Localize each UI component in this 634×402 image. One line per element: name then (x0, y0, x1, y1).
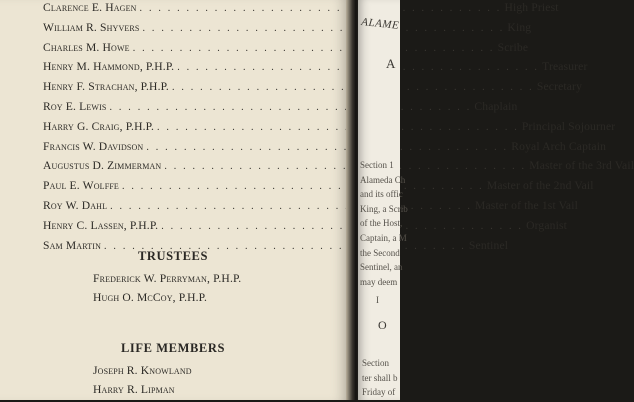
life-member-name: Joseph R. Knowland (93, 364, 192, 377)
officer-row (43, 1, 559, 21)
officer-name: William R. Shyvers (43, 20, 140, 34)
trustee-name: Hugh O. McCoy, P.H.P. (93, 291, 208, 304)
dot-leader (143, 142, 511, 153)
officer-name: Augustus D. Zimmerman (43, 159, 162, 173)
right-page-heading: ALAME (360, 16, 400, 32)
life-member-name: Harry R. Lipman (93, 383, 175, 396)
officer-name: Roy W. Dahl (43, 198, 108, 212)
right-page-letter-o: O (378, 318, 387, 332)
officer-role: Sentinel (468, 238, 509, 252)
dot-leader (154, 122, 522, 133)
text-line: the Second (360, 247, 400, 258)
officer-row (43, 80, 583, 100)
text-line: of the Host, (360, 218, 403, 229)
text-line: Alameda Ch (360, 174, 406, 185)
right-page-bottom-text (362, 358, 398, 402)
right-page (358, 0, 408, 400)
dot-leader (107, 102, 475, 113)
officer-name: Harry G. Craig, P.H.P. (43, 119, 155, 133)
dot-leader (137, 3, 505, 14)
dot-leader (140, 23, 508, 34)
dot-leader (119, 181, 487, 192)
officer-role: Treasurer (542, 60, 588, 74)
officer-role: King (507, 20, 532, 34)
officer-name: Sam Martin (43, 238, 102, 252)
right-page-fragment: I (376, 295, 379, 305)
life-members-list (93, 364, 192, 402)
text-line: ter shall b (362, 372, 398, 383)
officer-name: Francis W. Davidson (43, 139, 144, 153)
officer-role: Royal Arch Captain (511, 139, 607, 153)
officer-name: Charles M. Howe (43, 40, 130, 54)
officer-name: Henry F. Strachan, P.H.P. (43, 80, 169, 94)
text-line: Captain, a M (360, 232, 407, 243)
officer-role: Master of the 1st Vail (475, 198, 578, 212)
dot-leader (158, 221, 526, 232)
officer-name: Henry C. Lassen, P.H.P. (43, 218, 159, 232)
officer-name: Henry M. Hammond, P.H.P. (43, 60, 175, 74)
officer-role: Principal Sojourner (521, 119, 616, 133)
officer-row (43, 99, 518, 120)
officer-name: Clarence E. Hagen (43, 1, 137, 14)
officer-row (43, 60, 588, 80)
text-line: Friday of (362, 387, 396, 398)
officer-role: Master of the 3rd Vail (529, 159, 634, 173)
officer-row (43, 40, 529, 61)
text-line: Section 1 (360, 160, 394, 170)
text-line: may deem (360, 276, 398, 287)
right-page-letter: A (386, 56, 396, 71)
dot-leader (130, 43, 498, 54)
officer-name: Paul E. Wolffe (43, 179, 119, 193)
trustee-name: Frederick W. Perryman, P.H.P. (93, 272, 242, 285)
text-line: King, a Scrib (360, 203, 408, 214)
officer-row (43, 119, 616, 140)
officer-role: Master of the 2nd Vail (486, 179, 594, 193)
text-line: Section (362, 358, 389, 368)
officer-role: Chaplain (474, 99, 518, 113)
trustees-list (93, 272, 241, 310)
officer-name: Roy E. Lewis (43, 99, 107, 113)
text-line: Sentinel, an (360, 262, 403, 273)
text-line: and its offic (360, 189, 403, 200)
officer-role: Scribe (497, 40, 529, 54)
officer-role: Secretary (536, 80, 583, 94)
trustees-heading: TRUSTEES (137, 249, 209, 263)
officer-row (43, 139, 607, 160)
life-members-heading: LIFE MEMBERS (120, 341, 226, 355)
officer-role: High Priest (504, 1, 559, 14)
officer-role: Organist (526, 218, 568, 232)
right-page-text (360, 160, 420, 291)
